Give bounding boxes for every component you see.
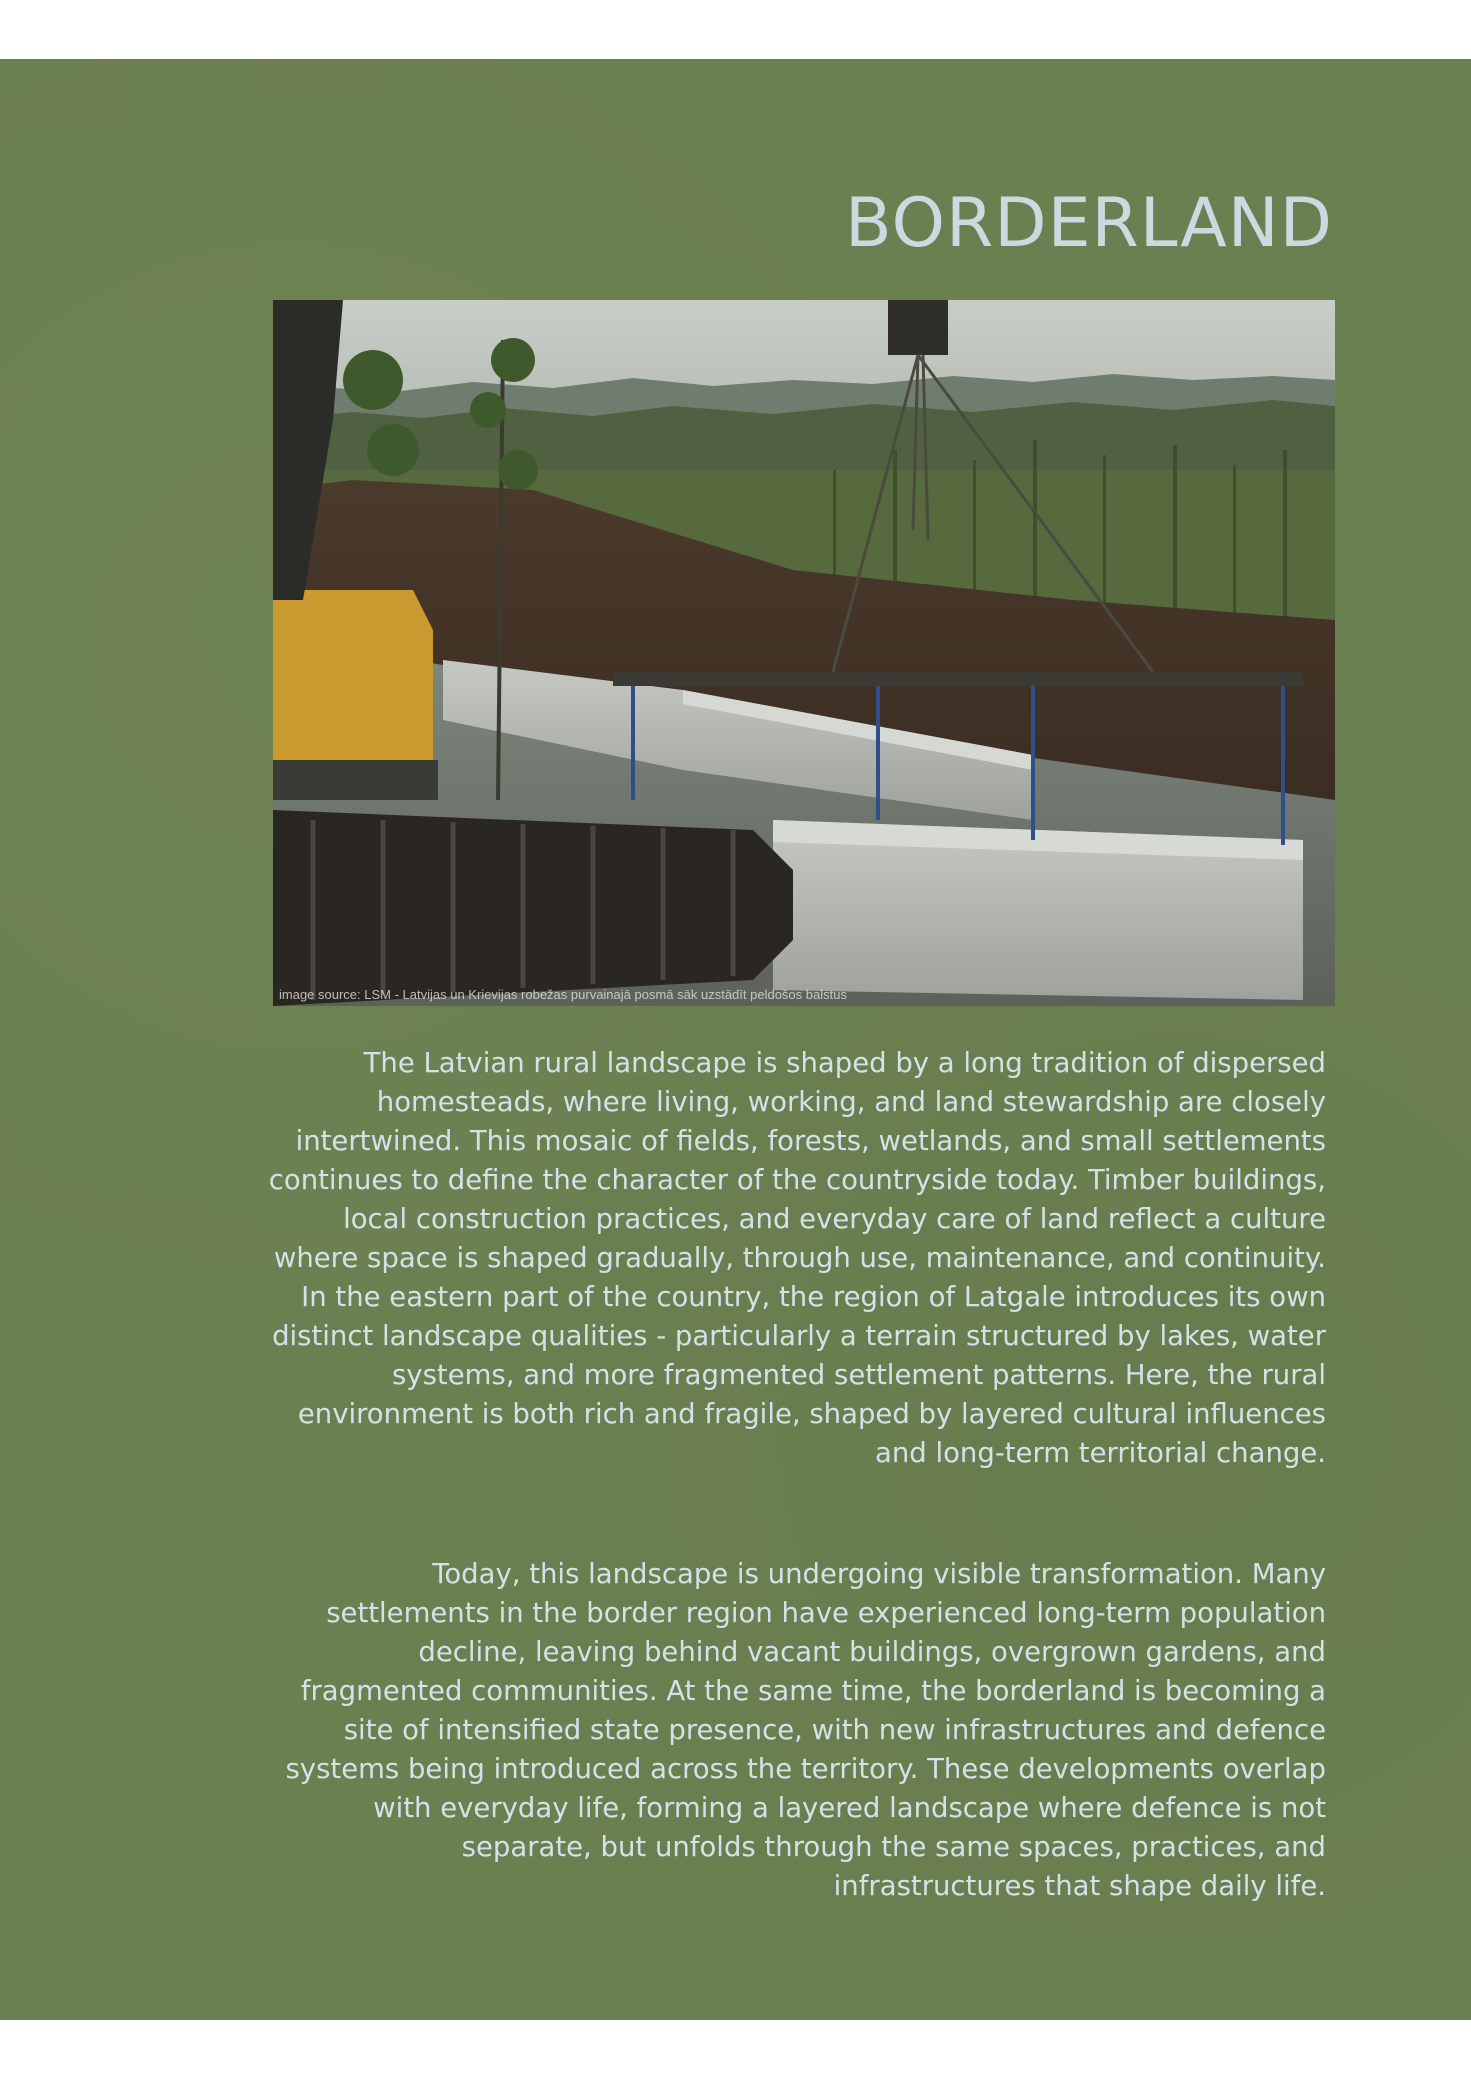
page-title: BORDERLAND [845, 184, 1333, 263]
paragraph-1: The Latvian rural landscape is shaped by a long tradition of dispersed homesteads, where living, working, and land stewardship are closely intertwined. This mosaic of fields, forests, wetlands, and small settlements continues to define the character of the countryside today. Timber buildings, local construction practices, and everyday care of land reflect a culture where space is shaped gradually, through use, maintenance, and continuity. In the eastern part of the country, the region of Latgale introduces its own distinct landscape qualities - particularly a terrain structured by lakes, water systems, and more fragmented settlement patterns. Here, the rural environment is both rich and fragile, shaped by layered cultural influences and long-term territorial change. [268, 1047, 1326, 1469]
excavator-tracks [273, 810, 793, 1006]
lifting-beam [613, 672, 1303, 686]
paragraph-2: Today, this landscape is undergoing visible transformation. Many settlements in the border region have experienced long-term population decline, leaving behind vacant buildings, overgrown gardens, and fragmented communities. At the same time, the borderland is becoming a site of intensified state presence, with new infrastructures and defence systems being introduced across the territory. These developments overlap with everyday life, forming a layered landscape where defence is not separate, but unfolds through the same spaces, practices, and infrastructures that shape daily life. [285, 1558, 1326, 1902]
photo-illustration [273, 300, 1335, 1006]
landscape-photo [273, 300, 1335, 1006]
photo-caption: image source: LSM - Latvijas un Krievijas robežas purvainajā posmā sāk uzstādīt peldošos balstus [279, 987, 847, 1002]
crane-hook [888, 300, 948, 355]
